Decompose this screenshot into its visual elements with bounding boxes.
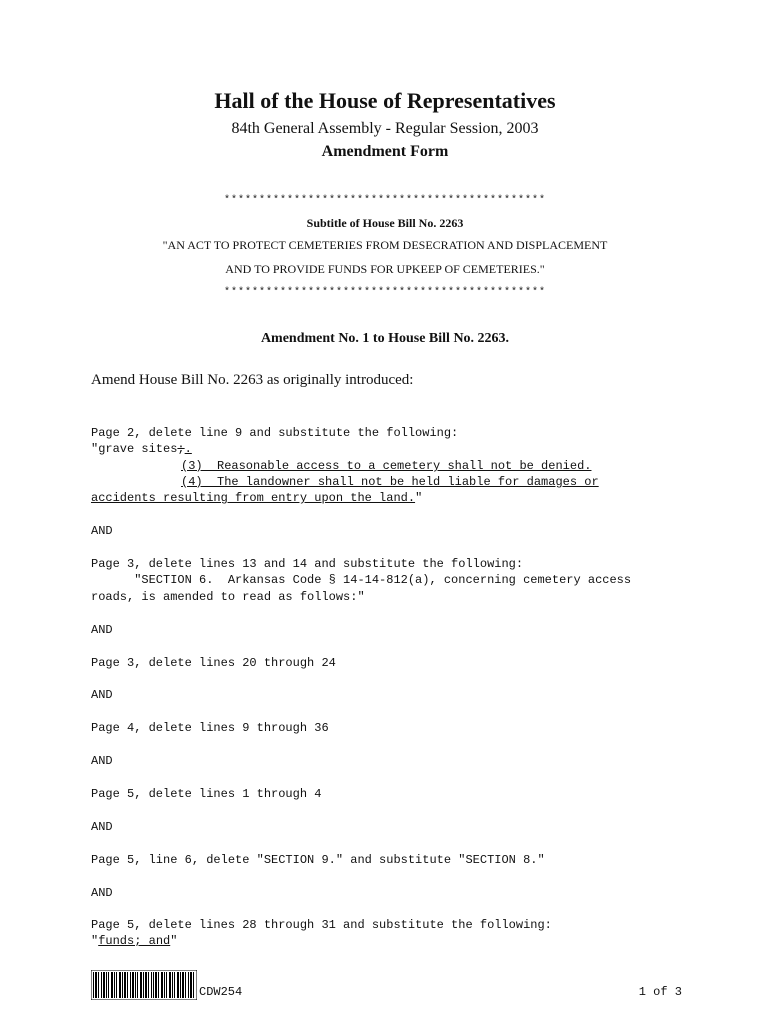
inserted-funds-text: funds; and [98, 934, 171, 948]
instruction-page3-a: Page 3, delete lines 13 and 14 and substitute the following: [91, 557, 524, 571]
instruction-page4: Page 4, delete lines 9 through 36 [91, 721, 329, 735]
and-separator-2: AND [91, 623, 113, 637]
instruction-page5-a: Page 5, delete lines 1 through 4 [91, 787, 322, 801]
page-number: 1 of 3 [638, 985, 682, 999]
instruction-page3-b: Page 3, delete lines 20 through 24 [91, 656, 336, 670]
section-6-line: "SECTION 6. Arkansas Code § 14-14-812(a), concerning cemetery access [91, 573, 632, 587]
clause-4-continuation [91, 490, 422, 506]
and-separator-1: AND [91, 524, 113, 538]
grave-sites-text: "grave sites [91, 442, 178, 456]
asterisk-divider-bottom: ********************************************** [223, 287, 547, 298]
form-name: Amendment Form [321, 143, 449, 160]
and-separator-3: AND [91, 688, 113, 702]
amendment-title: Amendment No. 1 to House Bill No. 2263. [260, 331, 510, 346]
inserted-clause-4: (4) The landowner shall not be held liable for damages or [181, 475, 599, 489]
and-separator-4: AND [91, 754, 113, 768]
grave-sites-line [91, 441, 192, 457]
document-code: CDW254 [199, 985, 243, 999]
amendment-intro: Amend House Bill No. 2263 as originally introduced: [91, 372, 414, 388]
closing-quote: " [415, 491, 423, 505]
funds-line [91, 933, 177, 949]
struck-semicolon: ; [177, 442, 185, 456]
and-separator-6: AND [91, 886, 113, 900]
and-separator-5: AND [91, 820, 113, 834]
act-title-line-2: AND TO PROVIDE FUNDS FOR UPKEEP OF CEMETERIES." [225, 262, 545, 276]
close-quote: " [170, 934, 178, 948]
section-6-continuation: roads, is amended to read as follows:" [91, 590, 365, 604]
inserted-clause-3: (3) Reasonable access to a cemetery shall not be denied. [181, 459, 592, 473]
inserted-clause-4-end: accidents resulting from entry upon the land. [91, 491, 416, 505]
document-title: Hall of the House of Representatives [214, 88, 556, 113]
barcode [91, 970, 197, 1000]
inserted-period: . [184, 442, 192, 456]
open-quote: " [91, 934, 99, 948]
bill-subtitle: Subtitle of House Bill No. 2263 [306, 216, 464, 230]
asterisk-divider-top: ********************************************** [223, 195, 547, 206]
instruction-page2: Page 2, delete line 9 and substitute the following: [91, 426, 459, 440]
instruction-page5-c: Page 5, delete lines 28 through 31 and substitute the following: [91, 918, 552, 932]
act-title-line-1: "AN ACT TO PROTECT CEMETERIES FROM DESECRATION AND DISPLACEMENT [162, 238, 608, 252]
instruction-page5-b: Page 5, line 6, delete "SECTION 9." and substitute "SECTION 8." [91, 853, 545, 867]
session-line: 84th General Assembly - Regular Session, 2003 [231, 120, 539, 137]
